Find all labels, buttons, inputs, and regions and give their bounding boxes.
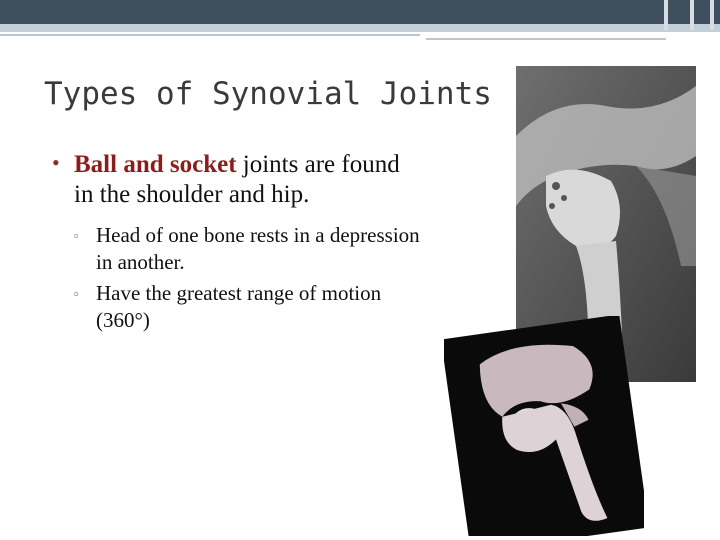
- sub-bullet-item: [74, 222, 422, 276]
- header-tick: [664, 0, 668, 30]
- slide-title: Types of Synovial Joints: [44, 76, 492, 112]
- square-bullet-icon: ▫: [74, 286, 79, 301]
- header-bar: [0, 0, 720, 24]
- header-rule-left: [0, 34, 420, 36]
- slide-body: [52, 150, 422, 334]
- bullet-text: joints are found in the shoulder and hip.: [74, 151, 400, 208]
- bullet-item: [52, 150, 422, 210]
- femur-head-photo: [444, 316, 644, 536]
- sub-bullet-item: [74, 280, 422, 334]
- header-tick: [710, 0, 714, 30]
- square-bullet-icon: ▫: [74, 228, 79, 243]
- bullet-icon: •: [52, 150, 60, 175]
- bullet-highlight: Ball and socket: [74, 151, 237, 178]
- sub-bullet-text: Head of one bone rests in a depression in another.: [96, 223, 420, 274]
- header-rule-right: [426, 38, 666, 40]
- header-accent-band: [0, 24, 720, 32]
- header-tick: [690, 0, 694, 30]
- sub-bullet-text: Have the greatest range of motion (360°): [96, 281, 382, 332]
